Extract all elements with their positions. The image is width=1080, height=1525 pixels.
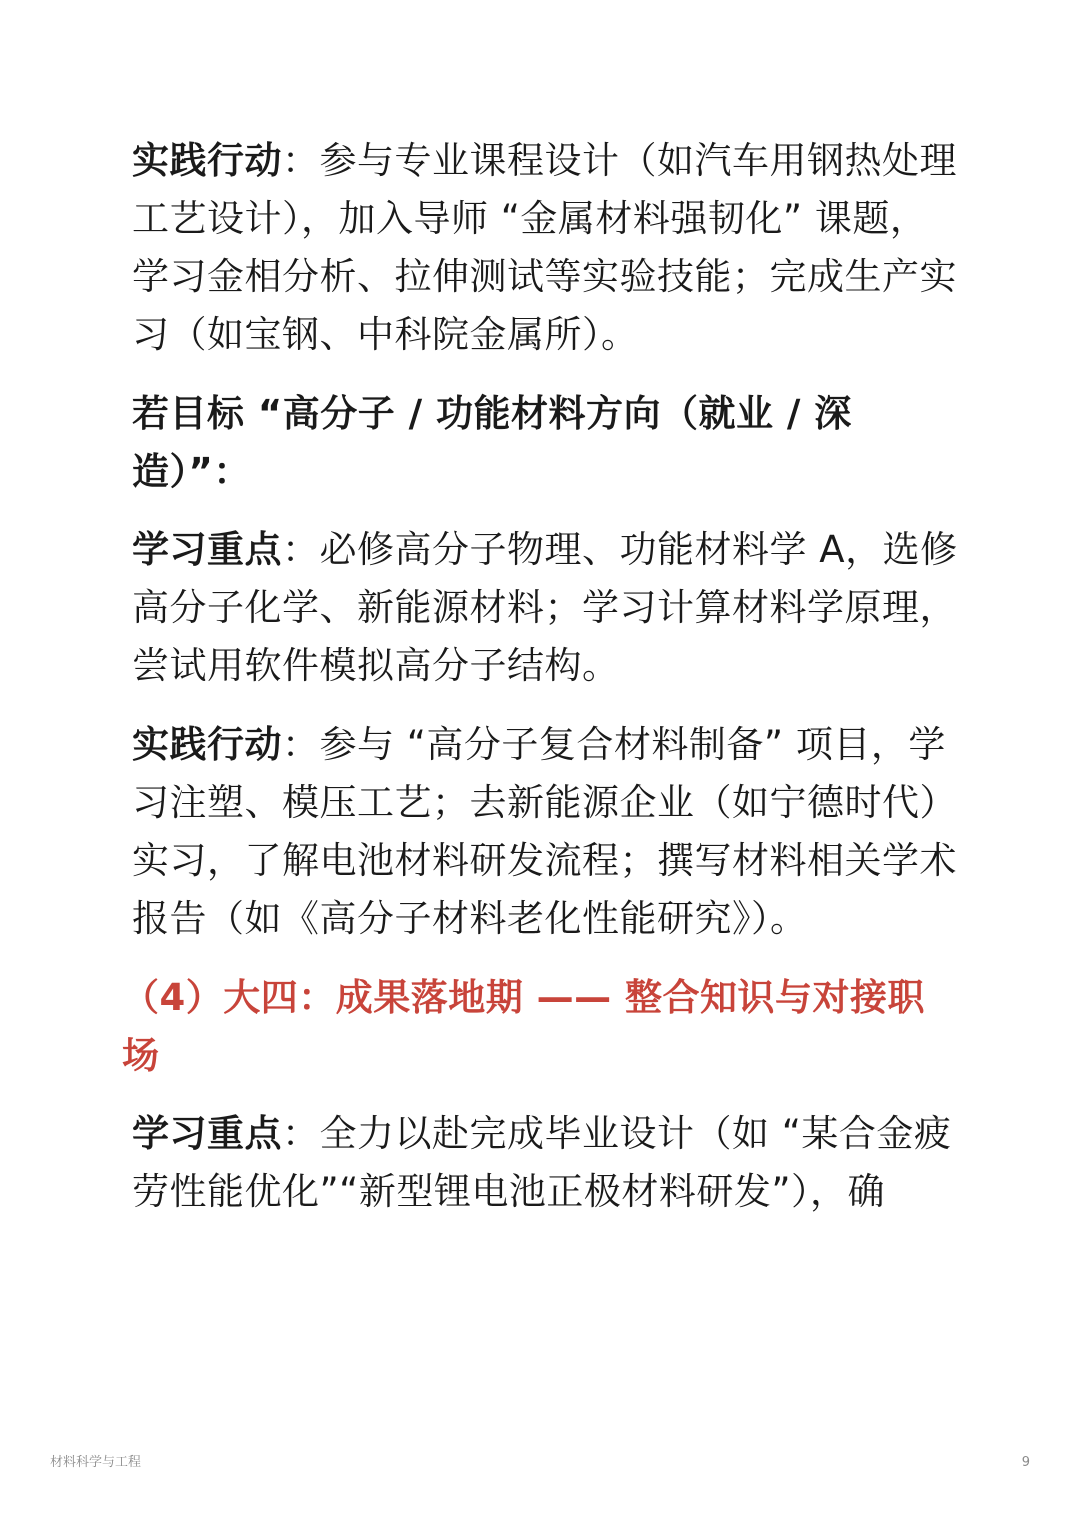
practice-paragraph-polymer: [132, 716, 962, 948]
footer-page-number: 9: [1021, 1455, 1030, 1470]
paragraph-label: 实践行动: [132, 139, 282, 182]
paragraph-text: ：参与 “高分子复合材料制备” 项目，学习注塑、模压工艺；去新能源企业（如宁德时代）实习，了解电池材料研发流程；撰写材料相关学术报告（如《高分子材料老化性能研究》）。: [132, 723, 957, 940]
paragraph-text: ：全力以赴完成毕业设计（如 “某合金疲劳性能优化”“新型锂电池正极材料研发”），确: [132, 1112, 952, 1213]
document-body: [122, 132, 962, 1221]
study-focus-paragraph-senior: [132, 1105, 962, 1221]
paragraph-text: ：参与专业课程设计（如汽车用钢热处理工艺设计），加入导师 “金属材料强韧化” 课题，学习金相分析、拉伸测试等实验技能；完成生产实习（如宝钢、中科院金属所）。: [132, 139, 957, 356]
study-focus-paragraph-polymer: [132, 521, 962, 695]
direction-heading-polymer: 若目标 “高分子 / 功能材料方向（就业 / 深造）”：: [132, 392, 852, 493]
practice-paragraph-metal: [132, 132, 962, 364]
paragraph-text: ：必修高分子物理、功能材料学 A，选修高分子化学、新能源材料；学习计算材料学原理，尝试用软件模拟高分子结构。: [132, 528, 958, 687]
footer-doc-title: 材料科学与工程: [50, 1455, 142, 1470]
paragraph-label: 学习重点: [132, 1112, 282, 1155]
section-heading-senior-year: （4）大四：成果落地期 —— 整合知识与对接职场: [122, 976, 926, 1077]
paragraph-label: 实践行动: [132, 723, 282, 766]
paragraph-label: 学习重点: [132, 528, 282, 571]
